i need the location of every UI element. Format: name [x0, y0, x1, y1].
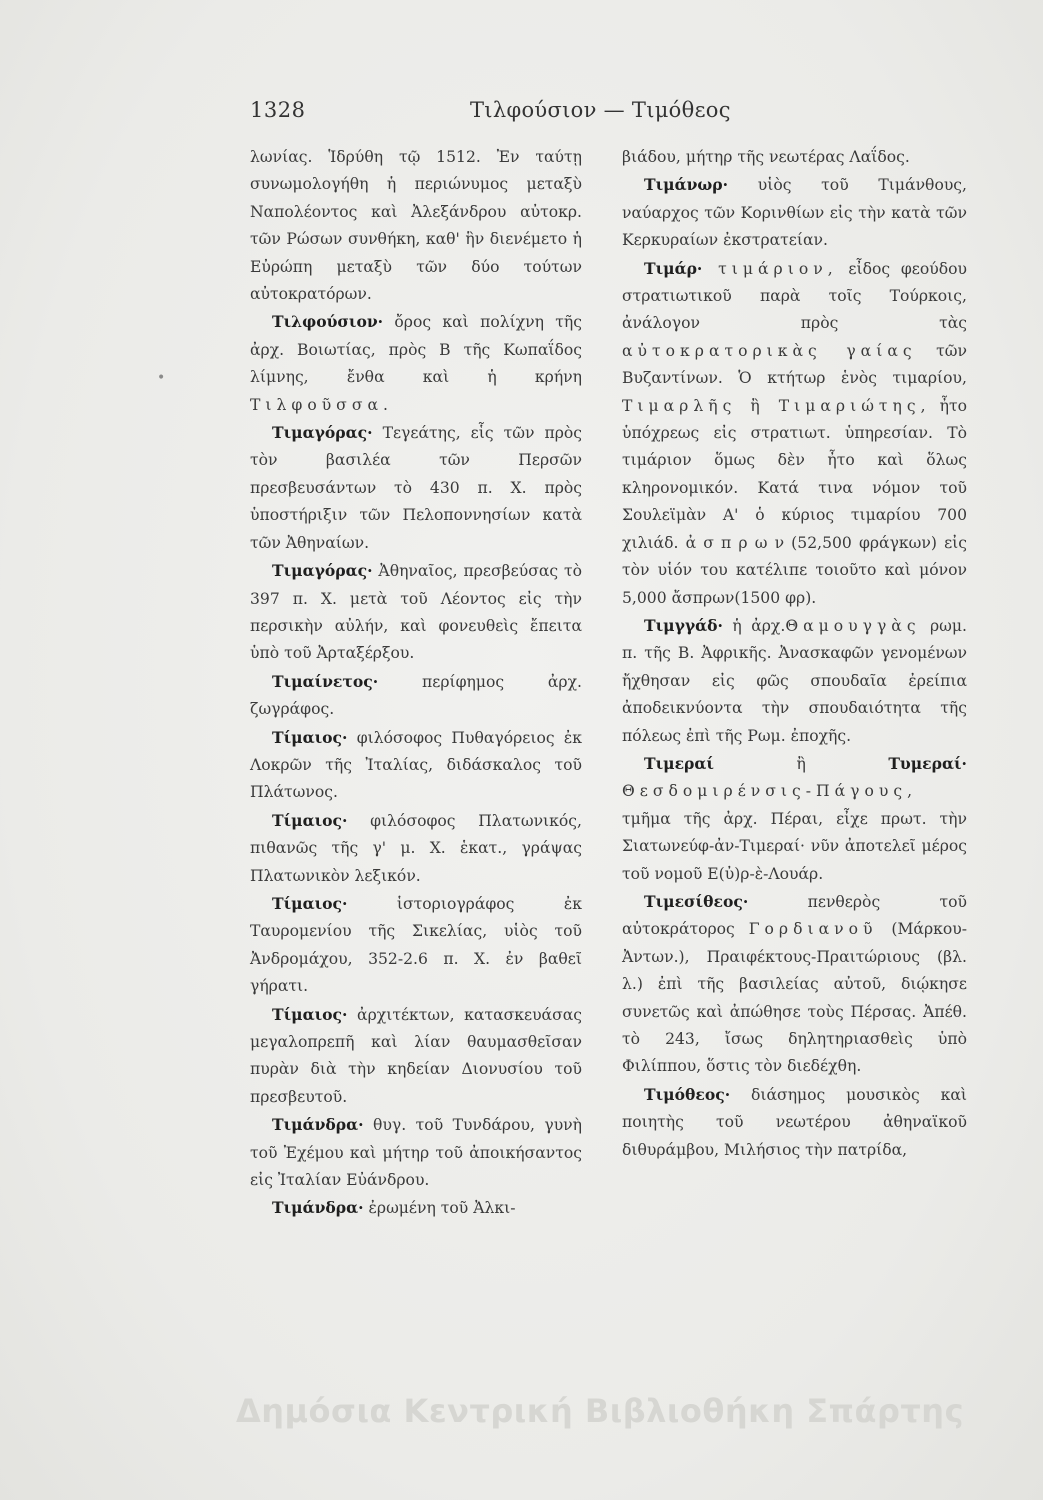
entry-timanor: Τιμάνωρ· υἱὸς τοῦ Τιμάνθους, ναύαρχος τῶν Κορινθίων εἰς τὴν κατὰ τῶν Κερκυραίων ἐκστρατείαν. [622, 175, 967, 250]
running-head: Τιλφούσιον — Τιμόθεος [470, 98, 731, 122]
entry-timagoras-2: Τιμαγόρας· Ἀθηναῖος, πρεσβεύσας τὸ 397 π. Χ. μετὰ τοῦ Λέοντος εἰς τὴν περσικὴν αὐλήν, καὶ φονευθεὶς ἔπειτα ὑπὸ τοῦ Ἀρταξέρξου. [250, 561, 582, 663]
entry-timaios-4: Τίμαιος· ἀρχιτέκτων, κατασκευάσας μεγαλοπρεπῆ καὶ λίαν θαυμασθεῖσαν πυρὰν διὰ τὴν κηδείαν Διονυσίου τοῦ πρεσβευτοῦ. [250, 1004, 582, 1106]
entry-continuation: βιάδου, μήτηρ τῆς νεωτέρας Λαΐδος. [622, 148, 910, 166]
headword: Τιμαγόρας· [272, 561, 373, 581]
entry-timgad: Τιμγγάδ· ἡ ἀρχ.Θαμουγγὰς ρωμ. π. τῆς Β. Ἀφρικῆς. Ἀνασκαφῶν γενομένων ἤχθησαν εἰς φῶς σπουδαῖα ἐρείπια ἀποδεικνύοντα τὴν σπουδαιότητα τῆς πόλεως ἐπὶ τῆς Ρωμ. ἐποχῆς. [622, 615, 967, 745]
entry-continuation: λωνίας. Ἱδρύθη τῷ 1512. Ἐν ταύτῃ συνωμολογήθη ἡ περιώνυμος μεταξὺ Ναπολέοντος καὶ Ἀλεξάνδρου αὐτοκρ. τῶν Ρώσων συνθήκη, καθ' ἣν διενέμετο ἡ Εὐρώπη μεταξὺ τῶν δύο τούτων αὐτοκρατόρων. [250, 148, 582, 304]
entry-timandra-1: Τιμάνδρα· θυγ. τοῦ Τυνδάρου, γυνὴ τοῦ Ἐχέμου καὶ μήτηρ τοῦ ἀποικήσαντος εἰς Ἰταλίαν Εὐάνδρου. [250, 1115, 582, 1190]
headword: Τιμόθεος· [644, 1084, 731, 1104]
left-column [250, 144, 582, 1223]
entry-timagoras-1: Τιμαγόρας· Τεγεάτης, εἷς τῶν πρὸς τὸν βασιλέα τῶν Περσῶν πρεσβευσάντων τὸ 430 π. Χ. πρὸς ὑποστήριξιν τῶν Πελοποννησίων κατὰ τῶν Ἀθηναίων. [250, 423, 582, 552]
headword: Τιμεραί [644, 753, 714, 773]
headword: Τίμαιος· [272, 727, 348, 747]
headword: Τιλφούσιον· [272, 312, 384, 332]
entry-timaios-3: Τίμαιος· ἱστοριογράφος ἐκ Ταυρομενίου τῆς Σικελίας, υἱὸς τοῦ Ἀνδρομάχου, 352-2.6 π. Χ. ἐν βαθεῖ γήρατι. [250, 893, 582, 996]
headword: Τίμαιος· [272, 810, 348, 830]
headword: Τιμάνδρα· [272, 1198, 364, 1218]
entry-timesitheos: Τιμεσίθεος· πενθερὸς τοῦ αὐτοκράτορος Γορδιανοῦ (Μάρκου-Ἀντων.), Πραιφέκτους-Πραιτώριους (βλ. λ.) ἐπὶ τῆς βασιλείας αὐτοῦ, διῴκησε συνετῶς καὶ ἀπώθησε τοὺς Πέρσας. Ἀπέθ. τὸ 243, ἴσως δηλητηριασθεὶς ὑπὸ Φιλίππου, ὅστις τὸν διεδέχθη. [622, 891, 967, 1076]
library-watermark: Δημόσια Κεντρική Βιβλιοθήκη Σπάρτης [235, 1392, 965, 1430]
entry-timerai: Τιμεραί ἢ Τυμεραί· Θεσδομιρένσις-Πάγους, τμῆμα τῆς ἀρχ. Πέραι, εἶχε πρωτ. τὴν Σιατωνεύφ-ἀν-Τιμεραί· νῦν ἀποτελεῖ μέρος τοῦ νομοῦ Ε(ὐ)ρ-ὲ-Λουάρ. [622, 753, 967, 883]
headword: Τίμαιος· [272, 893, 348, 913]
margin-mark: • [157, 370, 166, 386]
headword: Τιμαγόρας· [272, 423, 373, 443]
page-number: 1328 [250, 98, 306, 122]
headword: Τιμγγάδ· [644, 615, 723, 635]
right-column [622, 144, 967, 1164]
headword: Τιμάρ· [644, 258, 703, 278]
headword: Τίμαιος· [272, 1004, 348, 1024]
headword: Τιμάνωρ· [644, 175, 729, 195]
entry-timandra-2: Τιμάνδρα· ἐρωμένη τοῦ Ἀλκι- [272, 1198, 516, 1218]
entry-timotheos: Τιμόθεος· διάσημος μουσικὸς καὶ ποιητὴς τοῦ νεωτέρου ἀθηναϊκοῦ διθυράμβου, Μιλήσιος τὴν πατρίδα, [622, 1084, 967, 1159]
entry-timar: Τιμάρ· τιμάριον, εἶδος φεούδου στρατιωτικοῦ παρὰ τοῖς Τούρκοις, ἀνάλογον πρὸς τὰς αὐτοκρατορικὰς γαίας τῶν Βυζαντίνων. Ὁ κτήτωρ ἑνὸς τιμαρίου, Τιμαρλῆς ἢ Τιμαριώτης, ἦτο ὑπόχρεως εἰς στρατιωτ. ὑπηρεσίαν. Τὸ τιμάριον ὅμως δὲν ἦτο καὶ ὅλως κληρονομικόν. Κατά τινα νόμον τοῦ Σουλεϊμὰν Α' ὁ κύριος τιμαρίου 700 χιλιάδ. ἀ σ π ρ ω ν (52,500 φράγκων) εἰς τὸν υἱόν του κατέλιπε τοιοῦτο καὶ μόνον 5,000 ἄσπρων(1500 φρ). [622, 258, 967, 607]
entry-tilfousion: Τιλφούσιον· ὄρος καὶ πολίχνη τῆς ἀρχ. Βοιωτίας, πρὸς Β τῆς Κωπαΐδος λίμνης, ἔνθα καὶ ἡ κρήνη Τιλφοῦσσα. [250, 312, 582, 414]
headword: Τιμάνδρα· [272, 1115, 364, 1135]
entry-timainetos: Τιμαίνετος· περίφημος ἀρχ. ζωγράφος. [250, 671, 582, 719]
entry-timaios-1: Τίμαιος· φιλόσοφος Πυθαγόρειος ἐκ Λοκρῶν τῆς Ἰταλίας, διδάσκαλος τοῦ Πλάτωνος. [250, 727, 582, 802]
headword: Τιμαίνετος· [272, 671, 379, 691]
entry-timaios-2: Τίμαιος· φιλόσοφος Πλατωνικός, πιθανῶς τῆς γ' μ. Χ. ἑκατ., γράψας Πλατωνικὸν λεξικόν. [250, 810, 582, 885]
headword: Τιμεσίθεος· [644, 891, 749, 911]
page-header [250, 98, 970, 132]
